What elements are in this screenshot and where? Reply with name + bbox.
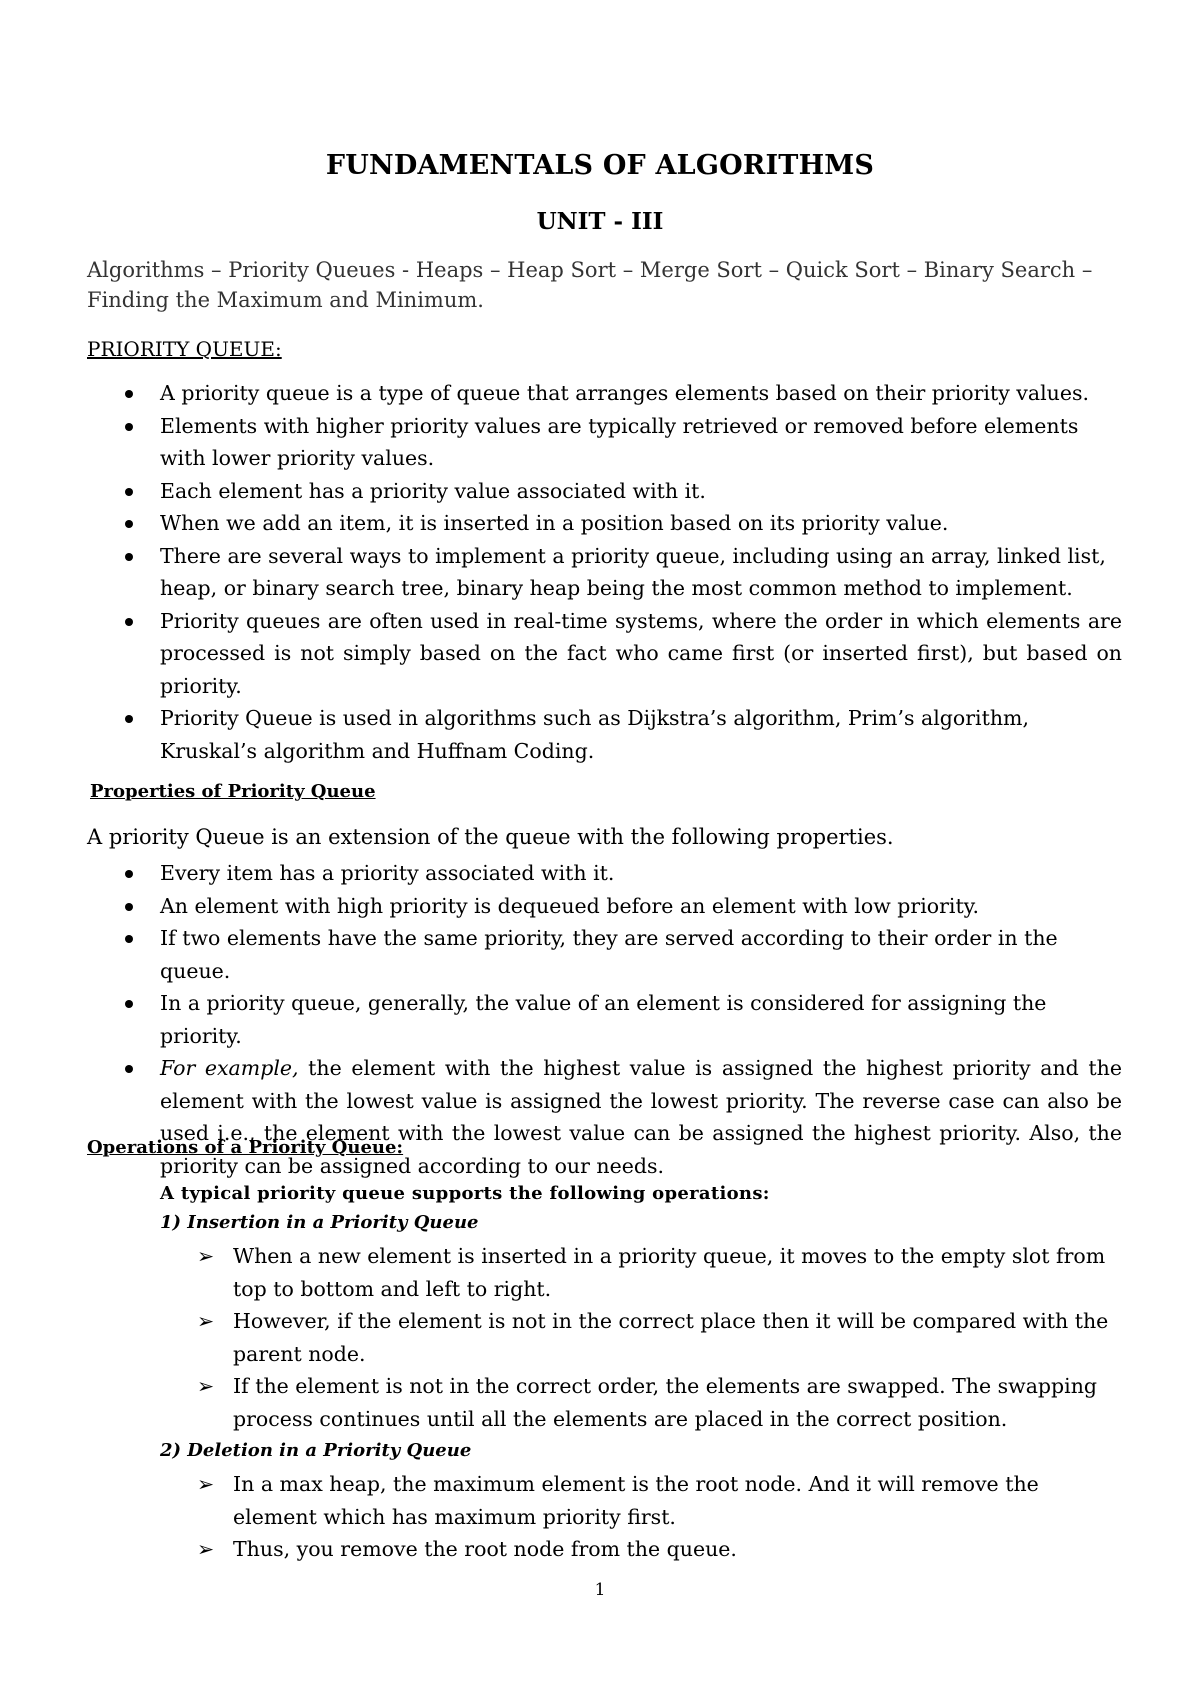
bullet-icon [125, 423, 133, 431]
bullet-icon [125, 390, 133, 398]
list-item: Elements with higher priority values are typically retrieved or removed before elements with lower priority values. [87, 410, 1122, 475]
bullet-icon [125, 715, 133, 723]
bullet-icon [125, 1065, 133, 1073]
properties-bullet-list [87, 857, 1122, 1182]
bullet-icon [125, 553, 133, 561]
arrow-bullet-icon: ➢ [197, 1374, 215, 1398]
insertion-points-list [197, 1240, 1112, 1435]
list-item: ➢ When a new element is inserted in a priority queue, it moves to the empty slot from top to bottom and left to right. [197, 1240, 1112, 1305]
list-item: Priority queues are often used in real-time systems, where the order in which elements are processed is not simply based on the fact who came first (or inserted first), but based on priority. [87, 605, 1122, 703]
list-item: For example, the element with the highest value is assigned the highest priority and the element with the lowest value is assigned the lowest priority. The reverse case can also be used i.e., the element with the lowest value can be assigned the highest priority. Also, the priority can be assigned according to our needs. [87, 1052, 1122, 1182]
arrow-bullet-icon: ➢ [197, 1309, 215, 1333]
priority-queue-heading: PRIORITY QUEUE: [87, 337, 282, 361]
insertion-subheading: 1) Insertion in a Priority Queue [160, 1212, 479, 1233]
priority-queue-bullet-list [87, 377, 1122, 767]
list-item: A priority queue is a type of queue that arranges elements based on their priority values. [87, 377, 1122, 410]
bullet-icon [125, 1000, 133, 1008]
list-item: If two elements have the same priority, they are served according to their order in the queue. [87, 922, 1122, 987]
topics-paragraph: Algorithms – Priority Queues - Heaps – Heap Sort – Merge Sort – Quick Sort – Binary Search – Finding the Maximum and Minimum. [87, 258, 1093, 312]
arrow-bullet-icon: ➢ [197, 1537, 215, 1561]
arrow-bullet-icon: ➢ [197, 1472, 215, 1496]
deletion-subheading: 2) Deletion in a Priority Queue [160, 1440, 472, 1461]
list-item: An element with high priority is dequeued before an element with low priority. [87, 890, 1122, 923]
bullet-icon [125, 520, 133, 528]
list-item: Every item has a priority associated with it. [87, 857, 1122, 890]
unit-heading: UNIT - III [536, 208, 664, 235]
bullet-icon [125, 488, 133, 496]
list-item: Priority Queue is used in algorithms such as Dijkstra’s algorithm, Prim’s algorithm, Kruskal’s algorithm and Huffnam Coding. [87, 702, 1122, 767]
operations-intro: A typical priority queue supports the following operations: [160, 1183, 770, 1204]
bullet-icon [125, 935, 133, 943]
arrow-bullet-icon: ➢ [197, 1244, 215, 1268]
list-item: ➢ However, if the element is not in the correct place then it will be compared with the parent node. [197, 1305, 1112, 1370]
operations-heading: Operations of a Priority Queue: [87, 1137, 404, 1158]
list-item: ➢ If the element is not in the correct order, the elements are swapped. The swapping process continues until all the elements are placed in the correct position. [197, 1370, 1112, 1435]
list-item: When we add an item, it is inserted in a position based on its priority value. [87, 507, 1122, 540]
document-title: FUNDAMENTALS OF ALGORITHMS [325, 150, 875, 181]
bullet-icon [125, 870, 133, 878]
page-number: 1 [594, 1580, 606, 1600]
deletion-points-list [197, 1468, 1112, 1566]
list-item: In a priority queue, generally, the value of an element is considered for assigning the priority. [87, 987, 1122, 1052]
bullet-icon [125, 618, 133, 626]
list-item: There are several ways to implement a priority queue, including using an array, linked list, heap, or binary search tree, binary heap being the most common method to implement. [87, 540, 1122, 605]
properties-heading: Properties of Priority Queue [90, 781, 376, 802]
list-item: Each element has a priority value associated with it. [87, 475, 1122, 508]
bullet-icon [125, 903, 133, 911]
properties-intro: A priority Queue is an extension of the queue with the following properties. [87, 825, 894, 849]
list-item: ➢ Thus, you remove the root node from the queue. [197, 1533, 1112, 1566]
list-item: ➢ In a max heap, the maximum element is the root node. And it will remove the element which has maximum priority first. [197, 1468, 1112, 1533]
